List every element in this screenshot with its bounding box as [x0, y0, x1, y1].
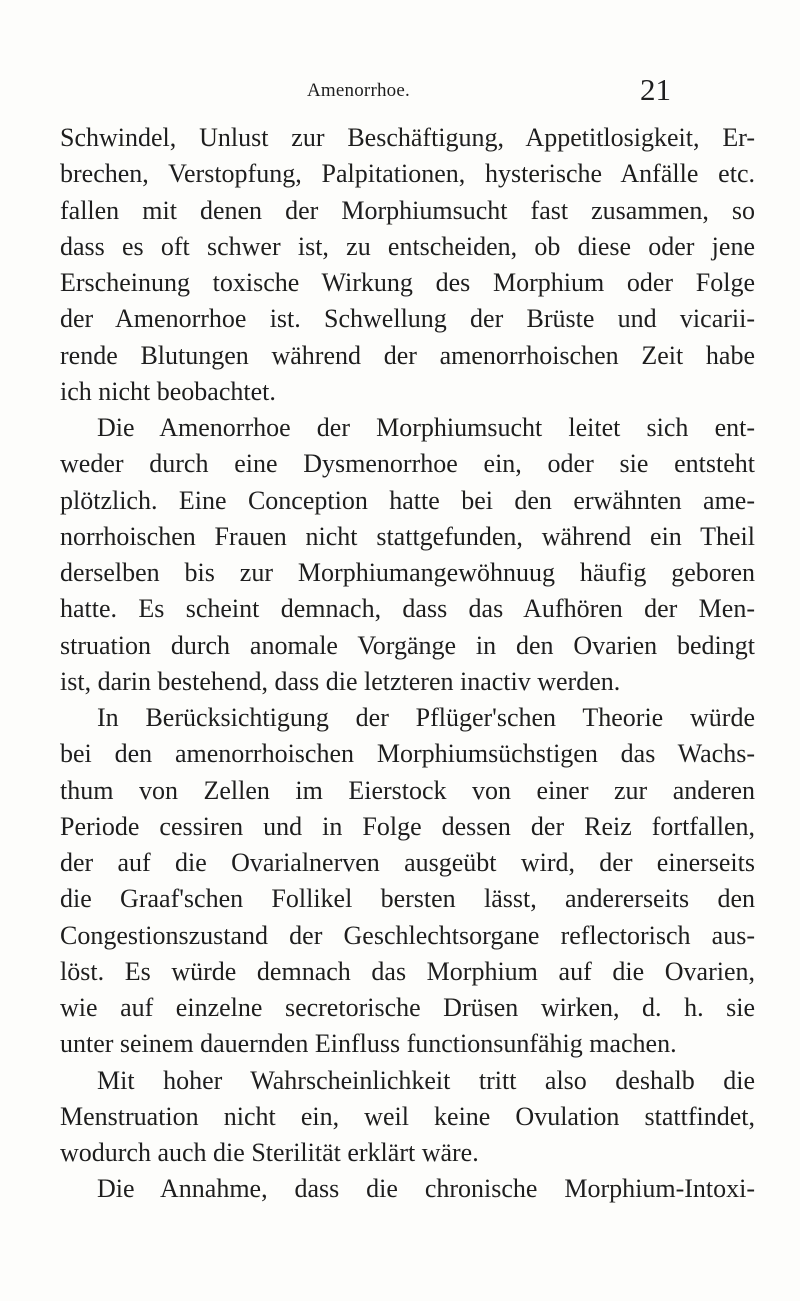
text-line: weder durch eine Dysmenorrhoe ein, oder sie entsteht [60, 449, 755, 479]
text-line: wie auf einzelne secretorische Drüsen wirken, d. h. sie [60, 993, 755, 1022]
text-line: unter seinem dauernden Einfluss functionsunfähig machen. [60, 1029, 677, 1059]
text-line: Congestionszustand der Geschlechtsorgane reflectorisch aus- [60, 920, 755, 950]
page-number: 21 [640, 72, 671, 107]
text-line: der Amenorrhoe ist. Schwellung der Brüste und vicarii- [60, 304, 755, 334]
text-line: Periode cessiren und in Folge dessen der Reiz fortfallen, [60, 811, 755, 841]
body-text [60, 120, 755, 1208]
text-line: thum von Zellen im Eierstock von einer zur anderen [60, 775, 755, 805]
text-line: Die Amenorrhoe der Morphiumsucht leitet sich ent- [97, 413, 755, 442]
text-line: der auf die Ovarialnerven ausgeübt wird, der einerseits [60, 848, 755, 877]
text-line: struation durch anomale Vorgänge in den Ovarien bedingt [60, 630, 755, 660]
text-line: In Berücksichtigung der Pflüger'schen Theorie würde [97, 703, 755, 732]
text-line: norrhoischen Frauen nicht stattgefunden, während ein Theil [60, 521, 755, 551]
text-line: hatte. Es scheint demnach, dass das Aufhören der Men- [60, 594, 755, 624]
text-line: derselben bis zur Morphiumangewöhnuug häufig geboren [60, 558, 755, 587]
text-line: Die Annahme, dass die chronische Morphium-Intoxi- [97, 1174, 755, 1204]
text-line: ich nicht beobachtet. [60, 376, 276, 406]
text-line: rende Blutungen während der amenorrhoischen Zeit habe [60, 340, 755, 370]
text-line: Mit hoher Wahrscheinlichkeit tritt also deshalb die [97, 1065, 755, 1095]
text-line: brechen, Verstopfung, Palpitationen, hysterische Anfälle etc. [60, 159, 755, 189]
running-title: Amenorrhoe. [307, 80, 410, 101]
text-line: Erscheinung toxische Wirkung des Morphium oder Folge [60, 268, 755, 297]
text-line: wodurch auch die Sterilität erklärt wäre. [60, 1138, 479, 1167]
text-line: löst. Es würde demnach das Morphium auf die Ovarien, [60, 956, 755, 986]
text-line: Schwindel, Unlust zur Beschäftigung, Appetitlosigkeit, Er- [60, 123, 755, 152]
text-line: die Graaf'schen Follikel bersten lässt, andererseits den [60, 884, 755, 914]
text-line: plötzlich. Eine Conception hatte bei den erwähnten ame- [60, 485, 755, 515]
text-line: bei den amenorrhoischen Morphiumsüchstigen das Wachs- [60, 739, 755, 769]
text-line: dass es oft schwer ist, zu entscheiden, ob diese oder jene [60, 231, 755, 261]
text-line: fallen mit denen der Morphiumsucht fast zusammen, so [60, 195, 755, 225]
text-line: Menstruation nicht ein, weil keine Ovulation stattfindet, [60, 1101, 755, 1131]
running-head [0, 72, 800, 108]
text-line: ist, darin bestehend, dass die letzteren inactiv werden. [60, 666, 621, 696]
